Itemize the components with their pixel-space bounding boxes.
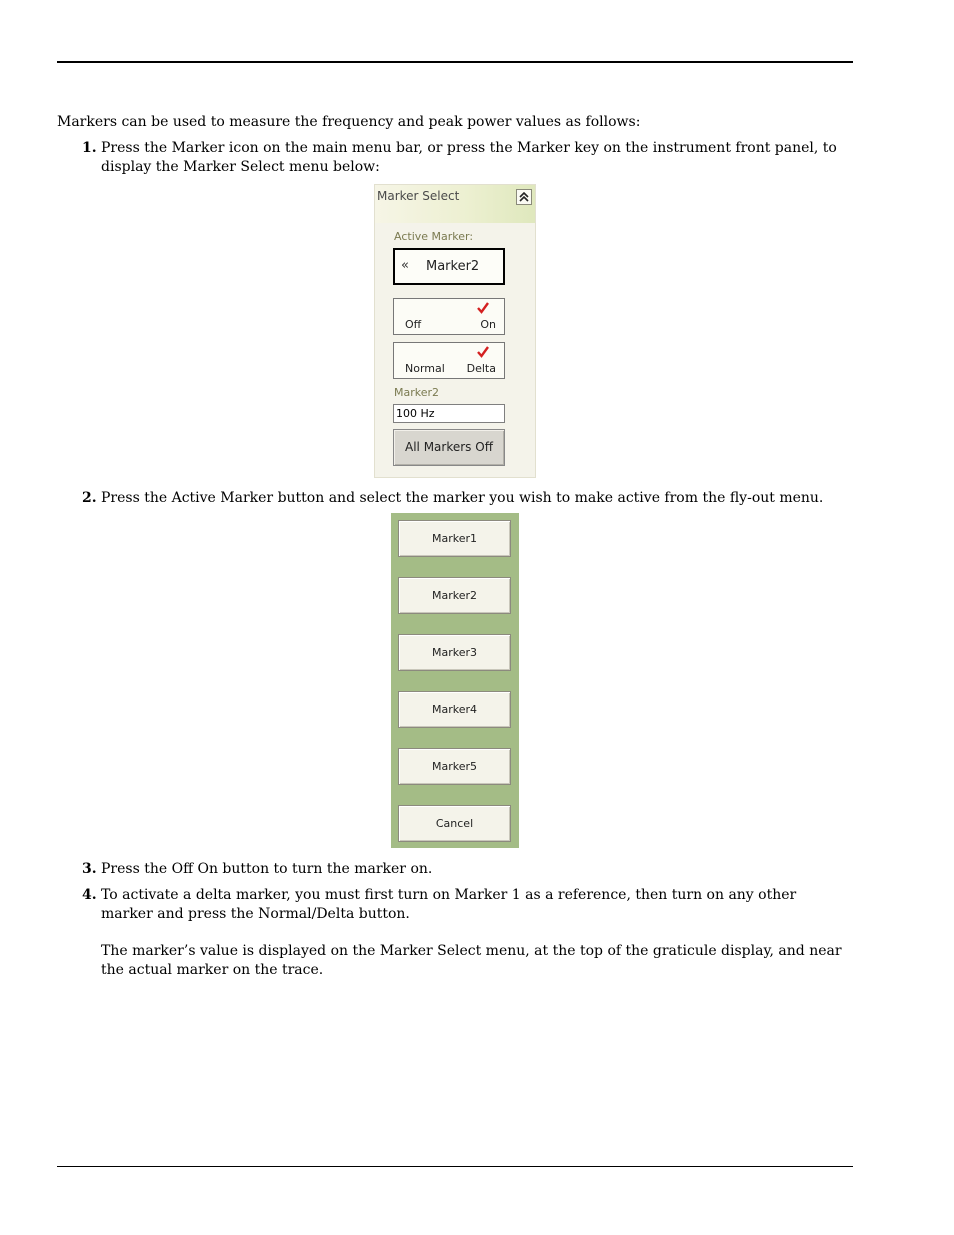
- marker4-button[interactable]: Marker4: [398, 691, 511, 728]
- checkmark-icon: [477, 302, 489, 314]
- step-text: Press the Marker icon on the main menu bar, or press the Marker key on the instrument front panel, to display the Marker Select menu below:: [101, 140, 837, 175]
- marker-frequency-field[interactable]: 100 Hz: [393, 404, 505, 423]
- step-number: 1.: [82, 140, 97, 156]
- marker1-button[interactable]: Marker1: [398, 520, 511, 557]
- normal-label: Normal: [405, 362, 445, 375]
- normal-delta-toggle[interactable]: [393, 342, 505, 379]
- active-marker-button[interactable]: [393, 248, 505, 285]
- active-marker-label: Active Marker:: [394, 230, 474, 243]
- intro-paragraph: Markers can be used to measure the frequency and peak power values as follows:: [57, 114, 641, 130]
- collapse-button[interactable]: [516, 189, 532, 205]
- marker-select-panel: [374, 184, 536, 478]
- marker2-button[interactable]: Marker2: [398, 577, 511, 614]
- note-paragraph: The marker’s value is displayed on the Marker Select menu, at the top of the graticule display, and near the actual marker on the trace.: [101, 943, 842, 978]
- active-marker-value: Marker2: [426, 259, 480, 274]
- panel-title: Marker Select: [377, 189, 460, 203]
- off-label: Off: [405, 318, 422, 331]
- chevron-left-icon: «: [401, 258, 409, 273]
- all-markers-off-button[interactable]: All Markers Off: [393, 429, 505, 466]
- step-number: 4.: [82, 887, 97, 903]
- step-text: Press the Off On button to turn the marker on.: [101, 861, 433, 877]
- step-2: [82, 489, 852, 508]
- step-text: Press the Active Marker button and select the marker you wish to make active from the fly-out menu.: [101, 490, 824, 506]
- header-rule: [57, 61, 853, 63]
- footer-rule: [57, 1166, 853, 1167]
- step-1: [82, 139, 852, 177]
- step-4: [82, 886, 852, 924]
- delta-label: Delta: [466, 362, 496, 375]
- checkmark-icon: [477, 346, 489, 358]
- double-chevron-up-icon: [519, 192, 529, 202]
- step-number: 3.: [82, 861, 97, 877]
- step-text: To activate a delta marker, you must first turn on Marker 1 as a reference, then turn on any other marker and press the Normal/Delta button.: [101, 887, 797, 922]
- step-3: [82, 860, 852, 879]
- step-number: 2.: [82, 490, 97, 506]
- panel-header: [375, 185, 535, 223]
- cancel-button[interactable]: Cancel: [398, 805, 511, 842]
- off-on-toggle[interactable]: [393, 298, 505, 335]
- marker3-button[interactable]: Marker3: [398, 634, 511, 671]
- on-label: On: [480, 318, 496, 331]
- marker-value-label: Marker2: [394, 386, 440, 399]
- marker-flyout-menu: [391, 513, 519, 848]
- marker5-button[interactable]: Marker5: [398, 748, 511, 785]
